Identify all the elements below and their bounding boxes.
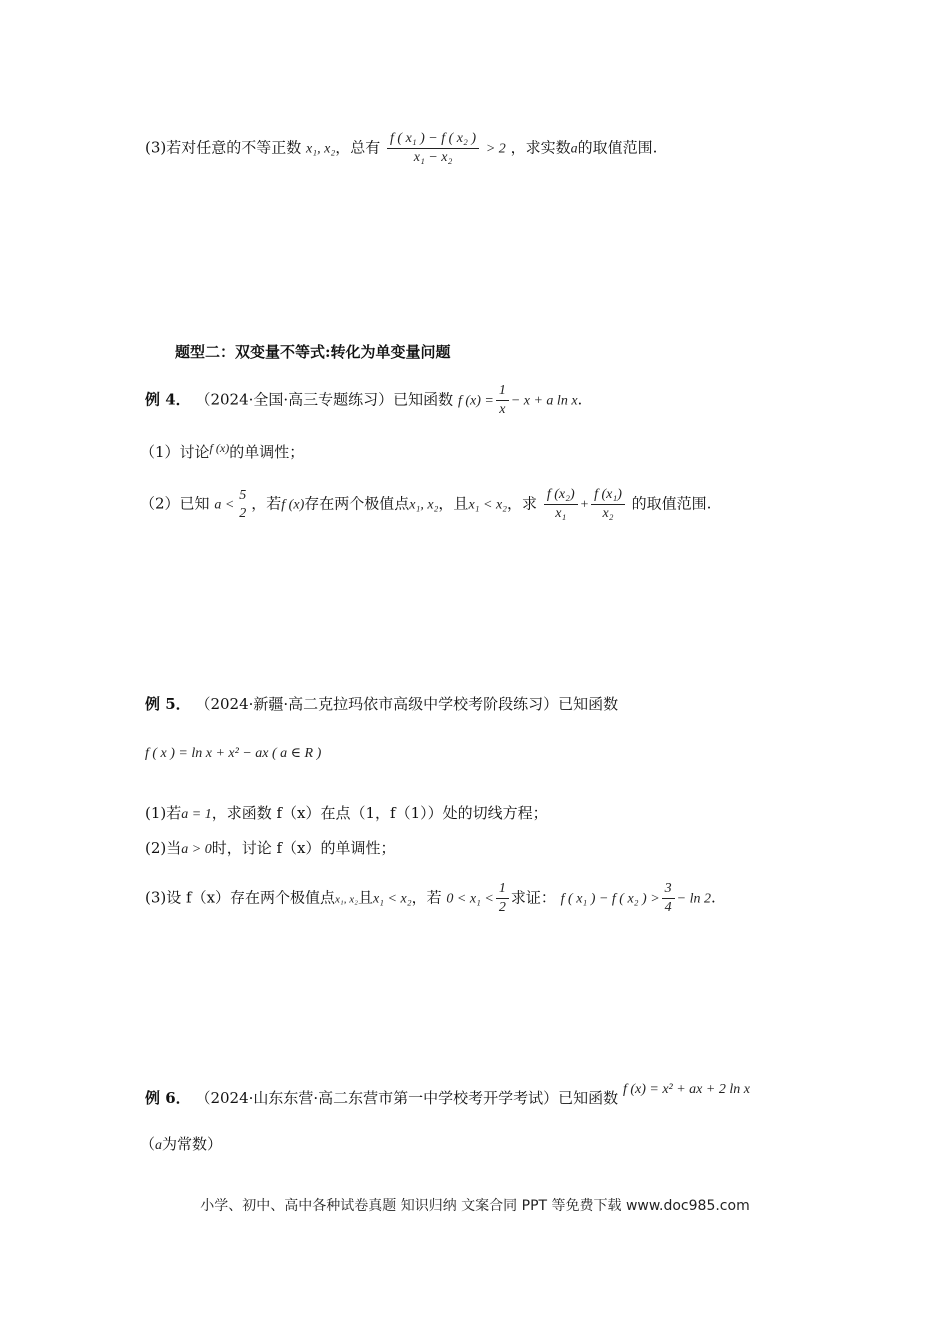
ex5-p3-cond-fraction: $\frac{1}{2}$ xyxy=(496,880,509,917)
footer-text: 小学、初中、高中各种试卷真题 知识归纳 文案合同 PPT 等免费下载 www.doc985.com xyxy=(200,1198,750,1214)
q3-fraction: $\frac{\text{f ( x₁ ) − f ( x₂ )}}{\text{x₁ − x₂}}$ xyxy=(387,130,479,167)
ex4-p2-cond-fraction: 5 2 xyxy=(239,487,247,521)
q3-vars: x₁, x₂ xyxy=(306,141,336,157)
section-title: 题型二：双变量不等式:转化为单变量问题 xyxy=(175,343,451,361)
example-4-header: 例 4． （2024·全国·高三专题练习）已知函数 f (x) = $\frac{1}{x}$ − x + a ln x. xyxy=(145,383,583,417)
example-5-header xyxy=(145,694,618,714)
example-5-label: 例 5． xyxy=(145,695,191,713)
ex5-p3-ineq-fraction: $\frac{3}{4}$ xyxy=(662,880,675,917)
example-5-part-1: (1)若a = 1，求函数 f（x）在点（1，f（1））处的切线方程； xyxy=(145,804,548,822)
example-6-line-2: （a为常数） xyxy=(140,1135,223,1153)
example-5-function: f ( x ) = ln x + x² − ax ( a ∈ R ) xyxy=(145,746,322,761)
example-4-part-2: （2）已知 a < 5 2 ，若f (x)存在两个极值点x₁, x₂，且x₁ < x₂，求 $\frac{\text{f (x₂)}}{\text{x₁}}$ + $\frac{\text{f (x₁)}}{\text{x₂}}$ 的取值范围. xyxy=(140,487,712,521)
example-4-part-1: （1）讨论$^{f (x)}$的单调性； xyxy=(140,441,305,461)
question-3-continued: (3)若对任意的不等正数 x₁, x₂，总有 $\frac{\text{f ( x₁ ) − f ( x₂ )}}{\text{x₁ − x₂}}$ > 2 ，求实数a的取值范围. xyxy=(145,131,658,165)
ex4-p2-fraction-1: $\frac{\text{f (x₂)}}{\text{x₁}}$ xyxy=(544,486,578,523)
example-6-header xyxy=(145,1080,750,1108)
example-5-source: （2024·新疆·高二克拉玛依市高级中学校考阶段练习）已知函数 xyxy=(195,695,619,713)
example-6-source: （2024·山东东营·高二东营市第一中学校考开学考试）已知函数 xyxy=(195,1089,619,1107)
q3-label: (3) xyxy=(145,138,167,157)
ex4-p2-fraction-2: $\frac{\text{f (x₁)}}{\text{x₂}}$ xyxy=(591,486,625,523)
example-5-part-2: (2)当a > 0时，讨论 f（x）的单调性； xyxy=(145,839,396,857)
ex4-func-fraction: $\frac{1}{x}$ xyxy=(496,382,509,419)
example-5-part-3: (3)设 f（x）存在两个极值点x₁, x₂且x₁ < x₂，若 0 < x₁ < $\frac{1}{2}$ 求证： f ( x₁ ) − f ( x₂ ) > $\frac{3}{4}$ − ln 2. xyxy=(145,881,716,915)
example-4-source: （2024·全国·高三专题练习）已知函数 xyxy=(195,390,454,409)
example-6-label: 例 6． xyxy=(145,1089,191,1107)
example-4-label: 例 4． xyxy=(145,390,191,409)
example-6-function: f (x) = x² + ax + 2 ln x xyxy=(622,1082,750,1097)
